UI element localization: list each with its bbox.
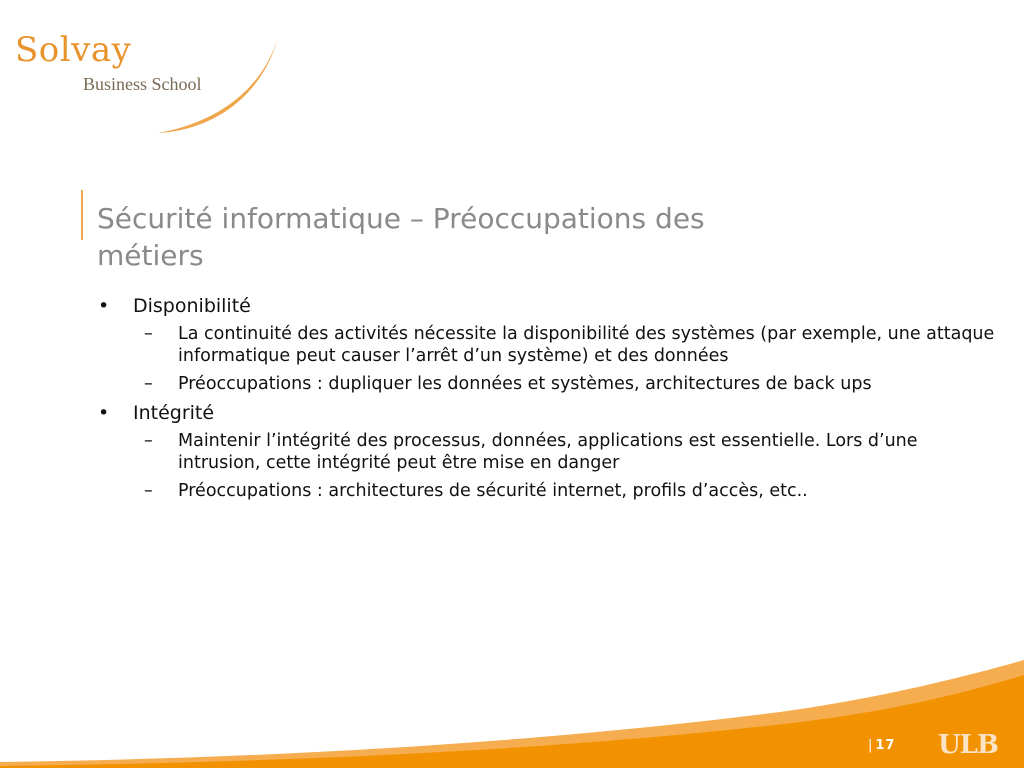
dash-icon: – bbox=[144, 431, 153, 451]
sub-bullet-item bbox=[96, 323, 996, 367]
ulb-logo: ULB bbox=[938, 730, 998, 760]
sub-bullet-text: Maintenir l’intégrité des processus, données, applications est essentielle. Lors d’une intrusion, cette intégrité peut être mise en danger bbox=[178, 431, 918, 473]
slide-title: Sécurité informatique – Préoccupations des métiers bbox=[97, 202, 705, 272]
sub-bullet-item bbox=[96, 480, 996, 502]
bullet-label: Intégrité bbox=[133, 402, 215, 424]
bullet-item bbox=[96, 401, 996, 426]
slide-content bbox=[96, 294, 996, 508]
sub-bullet-item bbox=[96, 430, 996, 474]
bullet-icon: • bbox=[98, 295, 110, 317]
logo-sub-text: Business School bbox=[83, 74, 202, 94]
page-number-value: 17 bbox=[875, 738, 896, 753]
sub-bullet-text: Préoccupations : dupliquer les données et systèmes, architectures de back ups bbox=[178, 374, 872, 394]
bullet-label: Disponibilité bbox=[133, 295, 251, 317]
page-number bbox=[868, 738, 895, 753]
bullet-item bbox=[96, 294, 996, 319]
bullet-icon: • bbox=[98, 402, 110, 424]
page-separator: | bbox=[868, 738, 874, 753]
title-accent-bar bbox=[81, 190, 83, 240]
solvay-logo bbox=[0, 0, 300, 145]
sub-bullet-item bbox=[96, 373, 996, 395]
dash-icon: – bbox=[144, 481, 153, 501]
sub-bullet-text: Préoccupations : architectures de sécurité internet, profils d’accès, etc.. bbox=[178, 481, 808, 501]
dash-icon: – bbox=[144, 374, 153, 394]
logo-brand-text: Solvay bbox=[15, 30, 132, 70]
sub-bullet-text: La continuité des activités nécessite la disponibilité des systèmes (par exemple, une attaque informatique peut causer l’arrêt d’un système) et des données bbox=[178, 324, 995, 366]
logo-arc-icon bbox=[0, 0, 300, 145]
dash-icon: – bbox=[144, 324, 153, 344]
